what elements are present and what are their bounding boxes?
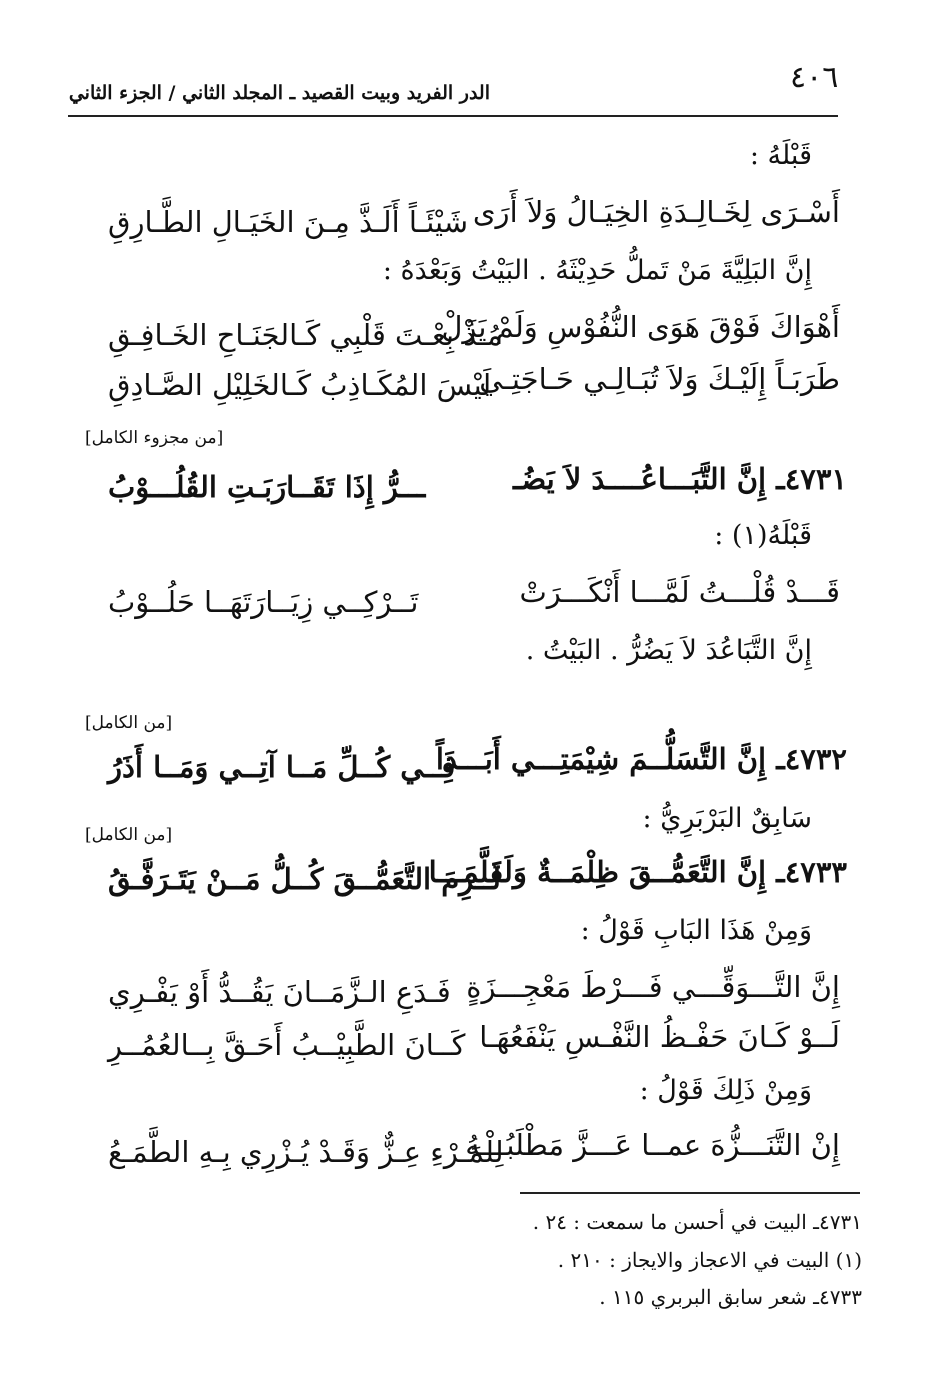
verse-hemistich-left: مُـذْ بِعْـتَ قَلْبِي كَـالجَنَـاحِ الخَـافِـقِ xyxy=(108,318,503,352)
footnote-rule xyxy=(520,1192,860,1194)
verse-hemistich-right: أَسْـرَى لِخَـالِـدَةِ الخِيَـالُ وَلاَ أَرَى xyxy=(472,195,840,229)
meter-label: [من مجزوء الكامل] xyxy=(85,428,224,448)
prose-line: إِنَّ البَلِيَّةَ مَنْ تَملُّ حَدِيْثَهُ . البَيْتُ وَبَعْدَهُ : xyxy=(382,255,812,286)
verse-hemistich-right: لَــوْ كَـانَ حَفْـظُ النَّفْـسِ يَنْفَعُهَـا xyxy=(479,1020,840,1054)
header-rule xyxy=(68,115,838,117)
meter-label: [من الكامل] xyxy=(85,713,173,733)
prose-line: وَمِنْ هَذَا البَابِ قَوْلُ : xyxy=(580,915,812,946)
prose-line: سَابِقٌ البَرْبَرِيُّ : xyxy=(642,803,812,834)
verse-hemistich-left: كَــانَ الطَّبِيْــبُ أَحَـقَّ بِــالعُمُــرِ xyxy=(108,1028,466,1062)
running-header-title: الدر الفريد وبيت القصيد ـ المجلد الثاني / الجزء الثاني xyxy=(68,82,490,104)
verse-hemistich-left: شَيْئَـاً أَلَـذَّ مِـنَ الخَيَـالِ الطَّـارِقِ xyxy=(108,205,469,239)
verse-hemistich-left: تَــرْكِــي زِيَــارَتَهَــا حَلُــوْبُ xyxy=(108,585,419,619)
footnote-1: ٤٧٣١ـ البيت في أحسن ما سمعت : ٢٤ . xyxy=(532,1210,862,1234)
verse-hemistich-left: لِلْمَـرْءِ عِـزٌّ وَقَـدْ يُـزْرِي بِـهِ الطَّمَـعُ xyxy=(108,1135,504,1169)
footnote-2: (١) البيت في الاعجاز والايجاز : ٢١٠ . xyxy=(557,1248,862,1272)
page-number: ٤٠٦ xyxy=(790,60,839,95)
verse-4733-right: ٤٧٣٣ـ إِنَّ التَّعَمُّــقَ ظِلْمَــةٌ وَلَقَلَّمَـــا xyxy=(428,855,847,889)
verse-hemistich-right: إِنْ التَّنَـــزُّهَ عمــا عَـــزَّ مَطْلَبُـــهُ xyxy=(465,1128,840,1162)
verse-hemistich-left: فَـدَعِ الـزَّمَــانَ يَقُــدُّ أَوْ يَفْـرِي xyxy=(108,975,451,1009)
verse-4733-left: لَــزِمَ التَّعَمُّــقَ كُــلُّ مَــنْ يَتَـرَفَّـقُ xyxy=(108,862,501,896)
verse-4732-right: ٤٧٣٢ـ إِنَّ التَّسَلُّــمَ شِيْمَتِـــي أَبَـــدَاً xyxy=(435,742,847,776)
verse-hemistich-right: أَهْوَاكَ فَوْقَ هَوَى النُّفُوْسِ وَلَمْ يَزَلْ xyxy=(441,310,840,344)
prose-line: قَبْلَهُ : xyxy=(749,140,812,171)
verse-hemistich-right: قَـــدْ قُلْـــتُ لَمَّـــا أَنْكَـــرَتْ xyxy=(519,575,840,609)
verse-hemistich-right: إِنَّ التَّـــوَقِّـــي فَـــرْطَ مَعْجِـــزَةٍ xyxy=(466,970,840,1004)
footnote-3: ٤٧٣٣ـ شعر سابق البربري ١١٥ . xyxy=(599,1285,862,1309)
prose-line: وَمِنْ ذَلِكَ قَوْلُ : xyxy=(639,1075,812,1106)
verse-4732-left: فِــي كُــلِّ مَــا آتِــي وَمَــا أَذَرُ xyxy=(108,750,456,784)
verse-hemistich-left: لَيْسَ المُكَـاذِبُ كَـالخَلِيْلِ الصَّـادِقِ xyxy=(108,368,492,402)
verse-hemistich-right: طَرَبَـاً إِلَيْـكَ وَلاَ تُبَـالِـي حَـاجَتِـي xyxy=(479,362,840,396)
prose-line: قَبْلَهُ(١) : xyxy=(714,520,812,551)
verse-4731-left: ـــرُّ إِذَا تَقَــارَبَـتِ القُلُـــوْبُ xyxy=(108,470,426,504)
prose-line: إِنَّ التَّبَاعُدَ لاَ يَضُرُّ . البَيْتُ . xyxy=(525,635,812,666)
verse-4731-right: ٤٧٣١ـ إِنَّ التَّبَـــاعُــــدَ لاَ يَضُـ xyxy=(512,462,847,496)
meter-label: [من الكامل] xyxy=(85,825,173,845)
